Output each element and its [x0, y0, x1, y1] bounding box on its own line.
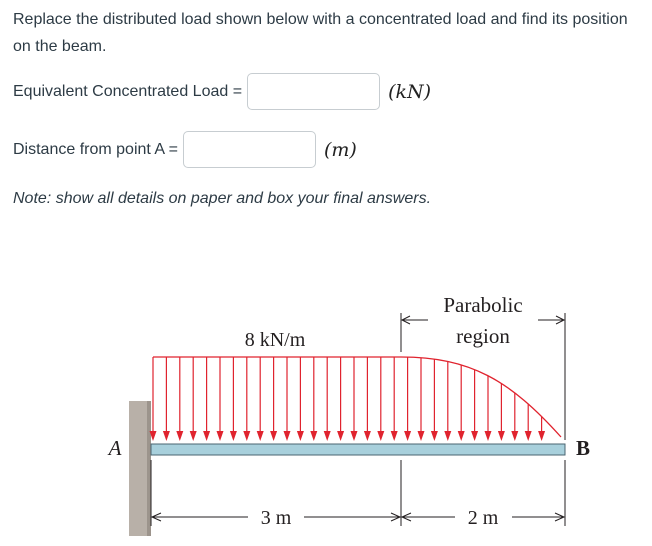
load-arrow-head: [284, 431, 291, 441]
load-unit: (kN): [388, 80, 432, 103]
load-arrow-head: [190, 431, 197, 441]
load-arrow-head: [458, 431, 465, 441]
point-b-label: B: [575, 436, 591, 460]
question-prompt: Replace the distributed load shown below with a concentrated load and find its position on the beam.: [13, 11, 628, 55]
load-arrow-head: [511, 431, 518, 441]
dimension-left-label: 3 m: [260, 507, 292, 529]
load-arrow-head: [525, 431, 532, 441]
distributed-load: [150, 357, 562, 441]
dimension-right-label: 2 m: [467, 507, 499, 529]
parabolic-label-line1: Parabolic: [443, 293, 523, 317]
dimension-lines: [151, 460, 565, 526]
load-arrow-head: [471, 431, 478, 441]
load-arrow-head: [203, 431, 210, 441]
load-arrow-head: [391, 431, 398, 441]
beam: [151, 444, 565, 455]
parabolic-label-line2: region: [456, 324, 510, 348]
load-arrow-head: [217, 431, 224, 441]
load-arrow-head: [498, 431, 505, 441]
load-magnitude-label: 8 kN/m: [244, 329, 306, 351]
load-arrow-head: [310, 431, 317, 441]
load-arrow-head: [431, 431, 438, 441]
distance-unit: (m): [323, 138, 357, 161]
load-arrow-head: [377, 431, 384, 441]
load-arrow-head: [324, 431, 331, 441]
load-arrow-head: [485, 431, 492, 441]
load-arrow-head: [404, 431, 411, 441]
load-arrow-head: [230, 431, 237, 441]
load-arrow-head: [364, 431, 371, 441]
point-a-label: A: [108, 436, 122, 460]
load-arrow-head: [257, 431, 264, 441]
load-label: Equivalent Concentrated Load =: [13, 82, 243, 100]
load-arrow-head: [297, 431, 304, 441]
load-arrow-head: [243, 431, 250, 441]
wall-edge: [147, 401, 151, 536]
load-arrow-head: [418, 431, 425, 441]
load-arrow-head: [351, 431, 358, 441]
load-arrow-head: [176, 431, 183, 441]
load-arrow-head: [270, 431, 277, 441]
load-arrow-head: [538, 431, 545, 441]
load-arrow-head: [163, 431, 170, 441]
load-arrow-head: [444, 431, 451, 441]
note-text: Note: show all details on paper and box your final answers.: [13, 190, 432, 207]
distance-label: Distance from point A =: [13, 140, 178, 158]
load-arrow-head: [337, 431, 344, 441]
load-curve: [153, 357, 561, 437]
